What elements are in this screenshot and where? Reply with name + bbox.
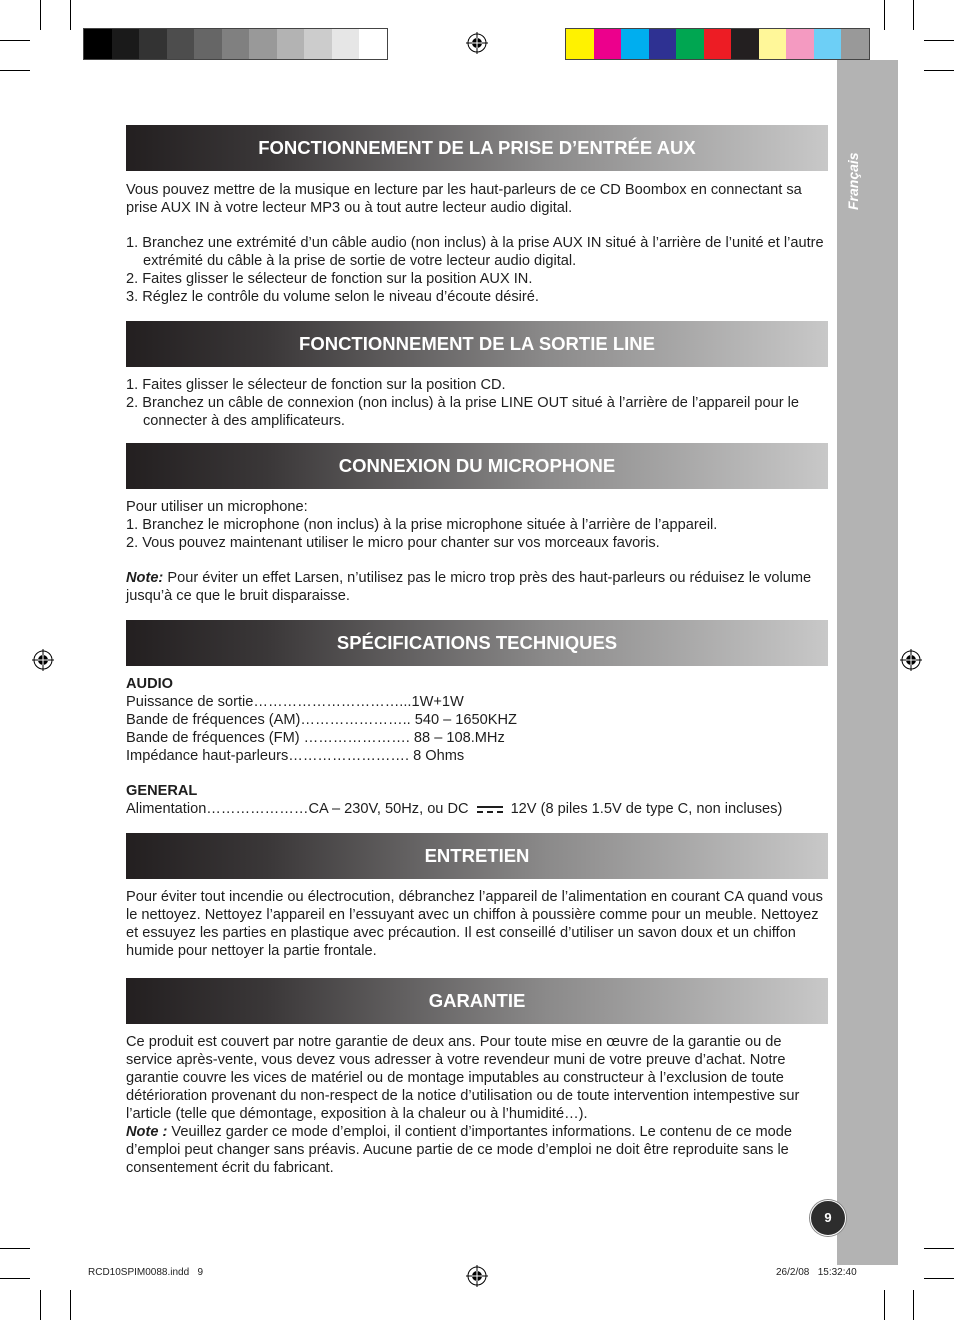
section-title-care: ENTRETIEN	[126, 833, 828, 879]
specs-power-label: Alimentation…………………CA – 230V, 50Hz, ou DC	[126, 801, 469, 817]
registration-mark-icon	[466, 32, 488, 54]
registration-mark-icon	[900, 649, 922, 671]
color-swatch	[139, 29, 167, 59]
color-swatch	[194, 29, 222, 59]
section-body-line	[126, 376, 830, 430]
crop-mark	[924, 70, 954, 71]
aux-step: 3. Réglez le contrôle du volume selon le niveau d’écoute désiré.	[126, 289, 539, 305]
specs-audio-heading: AUDIO	[126, 676, 174, 692]
color-swatch	[277, 29, 305, 59]
color-swatch	[676, 29, 704, 59]
specs-general-heading: GENERAL	[126, 783, 198, 799]
crop-mark	[924, 1278, 954, 1279]
section-body-warranty	[126, 1033, 830, 1177]
section-body-mic	[126, 498, 830, 605]
crop-mark	[40, 0, 41, 30]
section-title-line: FONCTIONNEMENT DE LA SORTIE LINE	[126, 321, 828, 367]
aux-intro: Vous pouvez mettre de la musique en lecture par les haut-parleurs de ce CD Boombox en connectant sa prise AUX IN à votre lecteur MP3 ou à tout autre lecteur audio digital.	[126, 182, 802, 216]
crop-mark	[0, 70, 30, 71]
crop-mark	[884, 0, 885, 30]
aux-step: 1. Branchez une extrémité d’un câble audio (non inclus) à la prise AUX IN situé à l’arrière de l’unité et l’autre extrémité du câble à la prise de sortie de votre lecteur audio digital.	[126, 235, 824, 269]
section-body-aux	[126, 181, 830, 306]
color-swatch	[359, 29, 387, 59]
specs-line: Bande de fréquences (AM)………………….. 540 – 1650KHZ	[126, 712, 517, 728]
color-swatch	[621, 29, 649, 59]
color-swatch	[249, 29, 277, 59]
color-bar	[565, 28, 870, 60]
color-swatch	[841, 29, 869, 59]
warranty-note	[126, 1123, 830, 1177]
care-text: Pour éviter tout incendie ou électrocution, débranchez l’appareil de l’alimentation en courant CA quand vous le nettoyez. Nettoyez l’appareil en l’essuyant avec un chiffon à poussière comme pour un meuble. Nettoyez et essuyez les parties en plastique avec précaution. Il est conseillé d’utiliser un savon doux et un chiffon humide pour nettoyer la partie frontale.	[126, 889, 823, 959]
specs-line: Bande de fréquences (FM) …………………. 88 – 108.MHz	[126, 730, 505, 746]
crop-mark	[913, 0, 914, 30]
dc-symbol-icon	[477, 804, 503, 814]
crop-mark	[0, 1248, 30, 1249]
section-title-aux: FONCTIONNEMENT DE LA PRISE D’ENTRÉE AUX	[126, 125, 828, 171]
color-swatch	[167, 29, 195, 59]
section-title-mic: CONNEXION DU MICROPHONE	[126, 443, 828, 489]
warranty-text: Ce produit est couvert par notre garantie de deux ans. Pour toute mise en œuvre de la garantie ou de service après-vente, vous devez vous adresser à votre revendeur muni de votre preuve d’achat. Notre garantie couvre les vices de matériel ou de montage imputables au constructeur à l’exclusion de toute détérioration provenant du non-respect de la notice d’utilisation ou de toute intervention intempestive sur l’article (telle que démontage, exposition à la chaleur ou à l’humidité…).	[126, 1034, 800, 1122]
mic-intro: Pour utiliser un microphone:	[126, 499, 308, 515]
mic-step: 1. Branchez le microphone (non inclus) à la prise microphone située à l’arrière de l’appareil.	[126, 517, 718, 533]
color-swatch	[304, 29, 332, 59]
footer-timestamp: 26/2/08 15:32:40	[776, 1267, 857, 1278]
warranty-note-text: Veuillez garder ce mode d’emploi, il contient d’importantes informations. Le contenu de ce mode d’emploi peut changer sans préavis. Aucune partie de ce mode d’emploi ne doit être reproduite sans le consentement écrit du fabricant.	[126, 1124, 792, 1176]
section-title-specs: SPÉCIFICATIONS TECHNIQUES	[126, 620, 828, 666]
specs-line: Impédance haut-parleurs……………………. 8 Ohms	[126, 748, 465, 764]
footer-file: RCD10SPIM0088.indd 9	[88, 1267, 204, 1278]
color-swatch	[222, 29, 250, 59]
color-swatch	[731, 29, 759, 59]
section-body-care	[126, 888, 830, 960]
section-title-warranty: GARANTIE	[126, 978, 828, 1024]
crop-mark	[924, 1248, 954, 1249]
color-swatch	[84, 29, 112, 59]
language-tab-label: Français	[845, 152, 861, 210]
mic-note	[126, 569, 830, 605]
color-swatch	[594, 29, 622, 59]
registration-mark-icon	[32, 649, 54, 671]
crop-mark	[924, 40, 954, 41]
crop-mark	[913, 1290, 914, 1320]
color-swatch	[332, 29, 360, 59]
color-swatch	[786, 29, 814, 59]
page-number: 9	[810, 1200, 846, 1236]
color-swatch	[112, 29, 140, 59]
aux-step: 2. Faites glisser le sélecteur de fonction sur la position AUX IN.	[126, 271, 533, 287]
section-body-specs	[126, 675, 830, 818]
warranty-note-label: Note :	[126, 1124, 168, 1140]
language-tab	[837, 60, 898, 1265]
crop-mark	[884, 1290, 885, 1320]
crop-mark	[70, 0, 71, 30]
color-swatch	[566, 29, 594, 59]
color-swatch	[759, 29, 787, 59]
mic-step: 2. Vous pouvez maintenant utiliser le micro pour chanter sur vos morceaux favoris.	[126, 535, 660, 551]
specs-power-line	[126, 800, 830, 818]
crop-mark	[0, 1278, 30, 1279]
color-swatch	[649, 29, 677, 59]
registration-mark-icon	[466, 1265, 488, 1287]
grayscale-bar	[83, 28, 388, 60]
line-step: 1. Faites glisser le sélecteur de fonction sur la position CD.	[126, 377, 506, 393]
specs-power-value: 12V (8 piles 1.5V de type C, non incluses)	[510, 801, 783, 817]
color-swatch	[704, 29, 732, 59]
line-step: 2. Branchez un câble de connexion (non inclus) à la prise LINE OUT situé à l’arrière de l’appareil pour le connecter à des amplificateurs.	[126, 395, 800, 429]
crop-mark	[70, 1290, 71, 1320]
crop-mark	[40, 1290, 41, 1320]
mic-note-label: Note:	[126, 570, 164, 586]
color-swatch	[814, 29, 842, 59]
crop-mark	[0, 40, 30, 41]
mic-note-text: Pour éviter un effet Larsen, n’utilisez pas le micro trop près des haut-parleurs ou réduisez le volume jusqu’à ce que le bruit disparaisse.	[126, 570, 812, 604]
specs-line: Puissance de sortie…………………………...1W+1W	[126, 694, 464, 710]
